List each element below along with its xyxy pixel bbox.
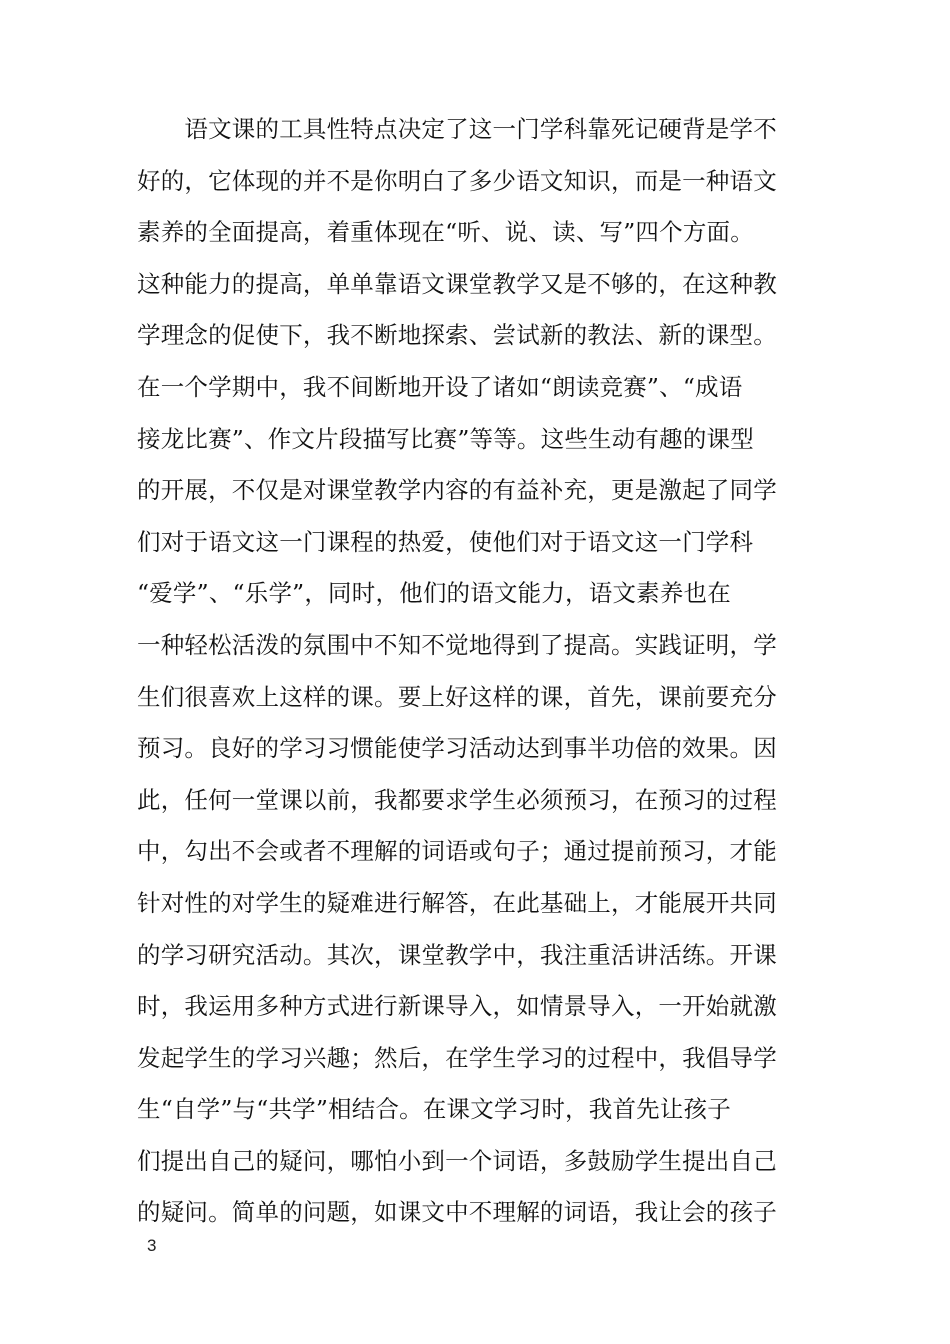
page-number: 3 (147, 1236, 157, 1255)
text-line: 们对于语文这一门课程的热爱，使他们对于语文这一门学科 (137, 527, 754, 556)
text-line: 生们很喜欢上这样的课。要上好这样的课，首先，课前要充分 (137, 682, 777, 711)
text-line: 时，我运用多种方式进行新课导入，如情景导入，一开始就激 (137, 992, 777, 1021)
text-line: 素养的全面提高，着重体现在“听、说、读、写”四个方面。 (137, 218, 754, 247)
text-line: 针对性的对学生的疑难进行解答，在此基础上，才能展开共同 (137, 888, 777, 917)
text-line: 生“自学”与“共学”相结合。在课文学习时，我首先让孩子 (137, 1095, 731, 1124)
text-line: 预习。良好的学习习惯能使学习活动达到事半功倍的效果。因 (137, 734, 777, 763)
text-line: 们提出自己的疑问，哪怕小到一个词语，多鼓励学生提出自己 (137, 1146, 777, 1175)
text-line: 学理念的促使下，我不断地探索、尝试新的教法、新的课型。 (137, 321, 777, 350)
text-line: 一种轻松活泼的氛围中不知不觉地得到了提高。实践证明，学 (137, 630, 777, 659)
text-line: 接龙比赛”、作文片段描写比赛”等等。这些生动有趣的课型 (137, 424, 754, 453)
body-paragraph (137, 104, 837, 1239)
text-line: 的学习研究活动。其次，课堂教学中，我注重活讲活练。开课 (137, 940, 777, 969)
text-line: “爱学”、“乐学”，同时，他们的语文能力，语文素养也在 (137, 579, 731, 608)
text-line: 语文课的工具性特点决定了这一门学科靠死记硬背是学不 (137, 115, 777, 143)
text-line: 好的，它体现的并不是你明白了多少语文知识，而是一种语文 (137, 166, 777, 195)
text-line: 中，勾出不会或者不理解的词语或句子；通过提前预习，才能 (137, 837, 777, 866)
text-line: 在一个学期中，我不间断地开设了诸如“朗读竞赛”、“成语 (137, 372, 743, 401)
text-line: 的开展，不仅是对课堂教学内容的有益补充，更是激起了同学 (137, 476, 777, 505)
text-line: 这种能力的提高，单单靠语文课堂教学又是不够的，在这种教 (137, 269, 777, 298)
text-line: 此，任何一堂课以前，我都要求学生必须预习，在预习的过程 (137, 785, 777, 814)
text-line: 的疑问。简单的问题，如课文中不理解的词语，我让会的孩子 (137, 1198, 777, 1227)
text-line: 发起学生的学习兴趣；然后，在学生学习的过程中，我倡导学 (137, 1043, 777, 1072)
